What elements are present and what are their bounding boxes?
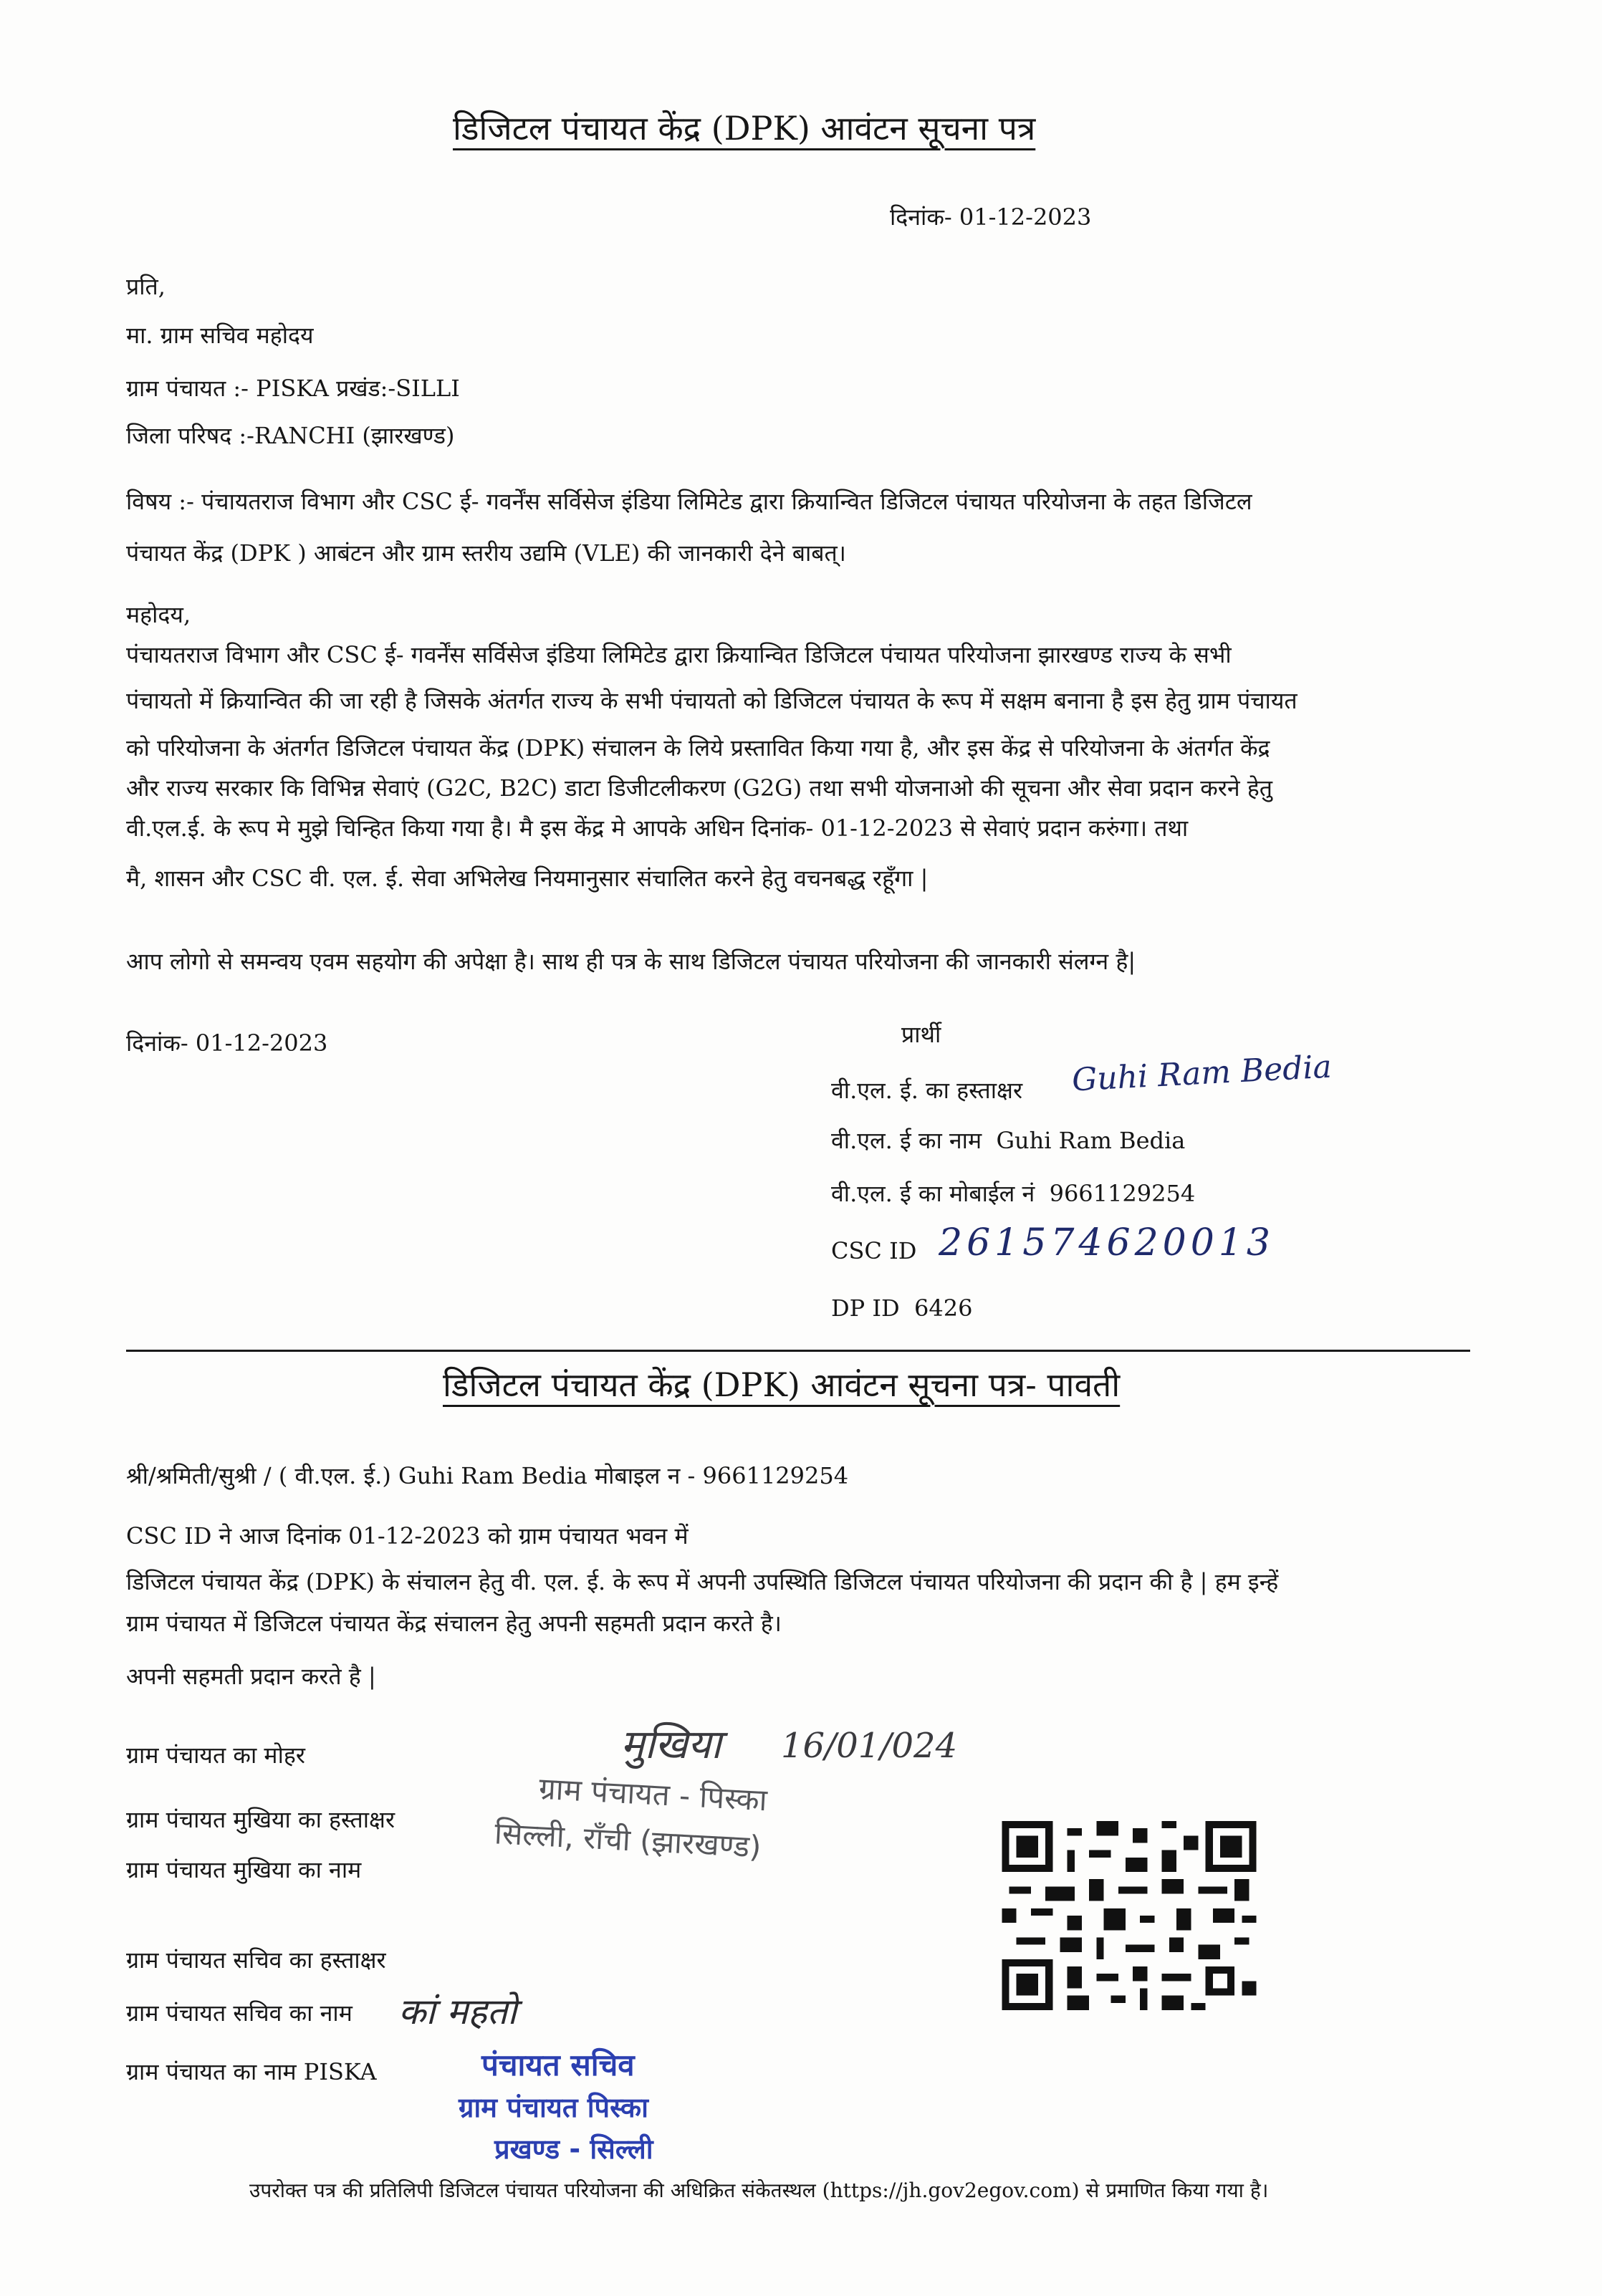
addressee: मा. ग्राम सचिव महोदय [126,322,314,349]
body-line-6: मै, शासन और CSC वी. एल. ई. सेवा अभिलेख नियमानुसार संचालित करने हेतु वचनबद्ध रहूँगा | [126,865,929,892]
letter-date: दिनांक- 01-12-2023 [890,203,1092,231]
vle-mobile-row [831,1179,1195,1209]
body-line-1: पंचायतराज विभाग और CSC ई- गवर्नेंस सर्विसेज इंडिया लिमिटेड द्वारा क्रियान्वित डिजिटल पंचायत परियोजना झारखण्ड राज्य के सभी [126,641,1232,668]
vle-name-label: वी.एल. ई का नाम [831,1127,982,1154]
blue-seal-line-2: ग्राम पंचायत पिस्का [459,2092,648,2123]
csc-id-label: CSC ID [831,1237,917,1264]
sachiv-name-label: ग्राम पंचायत सचिव का नाम [126,1999,352,2027]
dp-id-value: 6426 [914,1294,973,1322]
seal-line-1: ग्राम पंचायत - पिस्का [537,1770,768,1818]
subject-line-2: पंचायत केंद्र (DPK ) आबंटन और ग्राम स्तरीय उद्यमि (VLE) की जानकारी देने बाबत्। [126,539,846,567]
blue-seal-line-1: पंचायत सचिव [481,2047,635,2083]
district-line: जिला परिषद :-RANCHI (झारखण्ड) [126,422,455,449]
mukhiya-date: 16/01/024 [781,1726,958,1766]
applicant-label: प्रार्थी [901,1021,941,1048]
vle-mobile-label: वी.एल. ई का मोबाईल नं [831,1180,1035,1207]
body-line-5: वी.एल.ई. के रूप मे मुझे चिन्हित किया गया है। मै इस केंद्र मे आपके अधिन दिनांक- 01-12-2023 से सेवाएं प्रदान करुंगा। तथा [126,815,1189,842]
seal-line-2: सिल्ली, राँची (झारखण्ड) [494,1815,762,1865]
receipt-line-5: अपनी सहमती प्रदान करते है | [126,1663,376,1690]
panchayat-name-label: ग्राम पंचायत का नाम PISKA [126,2058,377,2085]
mukhiya-name-label: ग्राम पंचायत मुखिया का नाम [126,1856,362,1883]
receipt-line-2: CSC ID ने आज दिनांक 01-12-2023 को ग्राम पंचायत भवन में [126,1522,689,1550]
vle-name-row [831,1126,1185,1156]
csc-id-value: 261574620013 [939,1221,1275,1264]
section-divider [126,1350,1470,1352]
sachiv-sign-label: ग्राम पंचायत सचिव का हस्ताक्षर [126,1946,386,1974]
panchayat-line: ग्राम पंचायत :- PISKA प्रखंड:-SILLI [126,375,460,402]
receipt-line-4: ग्राम पंचायत में डिजिटल पंचायत केंद्र संचालन हेतु अपनी सहमती प्रदान करते है। [126,1610,782,1637]
salutation: महोदय, [126,601,191,628]
sachiv-handwriting: कां महतो [398,1991,517,2032]
vle-signature: Guhi Ram Bedia [1070,1048,1333,1099]
vle-mobile: 9661129254 [1049,1180,1196,1207]
mukhiya-sign-label: ग्राम पंचायत मुखिया का हस्ताक्षर [126,1806,395,1833]
body-line-4: और राज्य सरकार कि विभिन्न सेवाएं (G2C, B2C) डाटा डिजीटलीकरण (G2G) तथा सभी योजनाओ की सूचना और सेवा प्रदान करने हेतु [126,774,1273,802]
seal-label: ग्राम पंचायत का मोहर [126,1742,305,1769]
letter-title: डिजिटल पंचायत केंद्र (DPK) आवंटन सूचना पत्र [453,109,1036,148]
receipt-line-1: श्री/श्रमिती/सुश्री / ( वी.एल. ई.) Guhi Ram Bedia मोबाइल न - 9661129254 [126,1462,849,1489]
date-bottom: दिनांक- 01-12-2023 [126,1029,328,1057]
vle-name: Guhi Ram Bedia [996,1127,1186,1154]
subject-line-1: विषय :- पंचायतराज विभाग और CSC ई- गवर्नेंस सर्विसेज इंडिया लिमिटेड द्वारा क्रियान्वित डिजिटल पंचायत परियोजना के तहत डिजिटल [126,488,1252,515]
to-label: प्रति, [126,273,166,300]
footer-note: उपरोक्त पत्र की प्रतिलिपी डिजिटल पंचायत परियोजना की अधिक्रित संकेतस्थल (https://jh.gov2egov.com) से प्रमाणित किया गया है। [249,2179,1269,2202]
dp-id-label: DP ID [831,1294,900,1322]
dp-id-row [831,1294,972,1324]
vle-signature-label: वी.एल. ई. का हस्ताक्षर [831,1077,1023,1104]
receipt-title: डिजिटल पंचायत केंद्र (DPK) आवंटन सूचना पत्र- पावती [443,1365,1121,1404]
closing-line: आप लोगो से समन्वय एवम सहयोग की अपेक्षा है। साथ ही पत्र के साथ डिजिटल पंचायत परियोजना की जानकारी संलग्न है| [126,948,1136,975]
mukhiya-handwriting: मुखिया [620,1721,721,1768]
blue-seal-line-3: प्रखण्ड - सिल्ली [494,2133,653,2165]
qr-code [1002,1821,1257,2010]
body-line-2: पंचायतो में क्रियान्वित की जा रही है जिसके अंतर्गत राज्य के सभी पंचायतो को डिजिटल पंचायत के रूप में सक्षम बनाना है इस हेतु ग्राम पंचायत [126,687,1298,714]
receipt-line-3: डिजिटल पंचायत केंद्र (DPK) के संचालन हेतु वी. एल. ई. के रूप में अपनी उपस्थिति डिजिटल पंचायत परियोजना की प्रदान की है | हम इन्हें [126,1568,1279,1595]
body-line-3: को परियोजना के अंतर्गत डिजिटल पंचायत केंद्र (DPK) संचालन के लिये प्रस्तावित किया गया है, और इस केंद्र से परियोजना के अंतर्गत केंद्र [126,734,1270,762]
